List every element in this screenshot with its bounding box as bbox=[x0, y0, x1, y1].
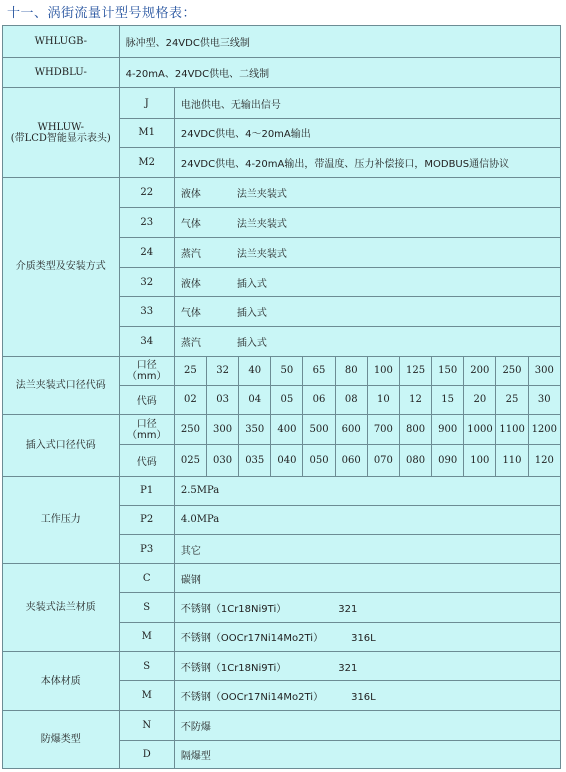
option-desc-cell bbox=[174, 564, 560, 593]
mount-type: 法兰夹装式 bbox=[236, 219, 287, 231]
dn-code-cell: 06 bbox=[303, 385, 335, 414]
option-code-cell: M1 bbox=[119, 118, 174, 147]
material-grade: 316L bbox=[351, 692, 376, 704]
dn-code-cell: 08 bbox=[335, 385, 367, 414]
option-code-cell: D bbox=[119, 740, 174, 768]
option-code-cell: 33 bbox=[119, 297, 174, 327]
option-desc-cell: 不防爆 bbox=[174, 711, 560, 740]
dn-value-cell: 600 bbox=[335, 415, 367, 445]
dn-code-cell: 05 bbox=[271, 385, 303, 414]
explosion-group-label: 防爆类型 bbox=[3, 711, 120, 769]
dn-code-cell: 110 bbox=[496, 445, 528, 476]
option-code-cell: P3 bbox=[119, 535, 174, 564]
dn-code-cell: 090 bbox=[432, 445, 464, 476]
model-code-cell: WHDBLU- bbox=[3, 58, 120, 88]
option-code-cell: S bbox=[119, 593, 174, 622]
dn-value-cell: 1000 bbox=[464, 415, 496, 445]
dn-value-cell: 40 bbox=[239, 356, 271, 385]
material-name: 不锈钢（OOCr17Ni14Mo2Ti） bbox=[180, 692, 324, 704]
spec-row-insert-dn bbox=[3, 415, 561, 445]
dn-value-cell: 25 bbox=[174, 356, 206, 385]
dn-code-cell: 02 bbox=[174, 385, 206, 414]
option-desc-cell bbox=[174, 681, 560, 711]
mount-type: 法兰夹装式 bbox=[236, 248, 287, 260]
option-code-cell: 23 bbox=[119, 208, 174, 237]
flange-diameter-label: 法兰夹装式口径代码 bbox=[3, 356, 120, 414]
dn-code-cell: 080 bbox=[399, 445, 431, 476]
spec-row-flange-material bbox=[3, 564, 561, 593]
model-spec-table bbox=[2, 25, 561, 769]
dn-header-text: 口径 bbox=[136, 418, 157, 430]
insert-diameter-label: 插入式口径代码 bbox=[3, 415, 120, 476]
model-desc-cell: 脉冲型、24VDC供电三线制 bbox=[119, 26, 560, 58]
option-code-cell: M bbox=[119, 622, 174, 651]
dn-value-cell: 700 bbox=[367, 415, 399, 445]
mount-type: 插入式 bbox=[236, 308, 267, 320]
dn-code-cell: 25 bbox=[496, 385, 528, 414]
dn-value-cell: 200 bbox=[464, 356, 496, 385]
spec-row-output-pulse bbox=[3, 26, 561, 58]
code-header-cell: 代码 bbox=[119, 445, 174, 476]
medium-group-label: 介质类型及安装方式 bbox=[3, 178, 120, 356]
dn-code-cell: 120 bbox=[528, 445, 560, 476]
dn-value-cell: 125 bbox=[399, 356, 431, 385]
mount-type: 插入式 bbox=[236, 337, 267, 349]
option-desc-cell bbox=[174, 267, 560, 296]
dn-value-cell: 150 bbox=[432, 356, 464, 385]
option-code-cell: 34 bbox=[119, 327, 174, 356]
dn-value-cell: 350 bbox=[239, 415, 271, 445]
option-code-cell: M2 bbox=[119, 147, 174, 177]
dn-header-text: 口径 bbox=[136, 359, 157, 371]
option-code-cell: P2 bbox=[119, 505, 174, 534]
material-name: 碳钢 bbox=[180, 574, 201, 586]
dn-code-cell: 025 bbox=[174, 445, 206, 476]
option-code-cell: P1 bbox=[119, 476, 174, 505]
dn-value-cell: 1100 bbox=[496, 415, 528, 445]
model-code-cell: WHLUGB- bbox=[3, 26, 120, 58]
dn-code-cell: 15 bbox=[432, 385, 464, 414]
model-desc-cell: 4-20mA、24VDC供电、二线制 bbox=[119, 58, 560, 88]
option-desc-cell: 4.0MPa bbox=[174, 505, 560, 534]
spec-row-lcd bbox=[3, 88, 561, 118]
option-desc-cell bbox=[174, 327, 560, 356]
medium-type: 液体 bbox=[180, 189, 201, 201]
dn-header-cell bbox=[119, 415, 174, 445]
page-heading: 十一、涡街流量计型号规格表： bbox=[7, 6, 197, 21]
dn-value-cell: 50 bbox=[271, 356, 303, 385]
option-desc-cell: 隔爆型 bbox=[174, 740, 560, 768]
option-desc-cell bbox=[174, 297, 560, 327]
spec-row-flange-dn bbox=[3, 356, 561, 385]
dn-code-cell: 035 bbox=[239, 445, 271, 476]
dn-value-cell: 80 bbox=[335, 356, 367, 385]
flange-material-label: 夹装式法兰材质 bbox=[3, 564, 120, 652]
dn-value-cell: 300 bbox=[528, 356, 560, 385]
spec-row-body-material bbox=[3, 651, 561, 680]
dn-code-cell: 100 bbox=[464, 445, 496, 476]
spec-row-medium bbox=[3, 178, 561, 208]
option-desc-cell bbox=[174, 178, 560, 208]
dn-code-cell: 040 bbox=[271, 445, 303, 476]
pressure-group-label: 工作压力 bbox=[3, 476, 120, 564]
option-desc-cell bbox=[174, 208, 560, 237]
medium-type: 气体 bbox=[180, 308, 201, 320]
option-code-cell: J bbox=[119, 88, 174, 118]
option-code-cell: C bbox=[119, 564, 174, 593]
medium-type: 蒸汽 bbox=[180, 337, 201, 349]
option-desc-cell bbox=[174, 651, 560, 680]
option-desc-cell bbox=[174, 237, 560, 267]
spec-row-output-current bbox=[3, 58, 561, 88]
dn-header-unit: （mm） bbox=[126, 429, 167, 441]
dn-code-cell: 030 bbox=[207, 445, 239, 476]
lcd-model-note: (带LCD智能显示表头) bbox=[10, 132, 111, 144]
mount-type: 法兰夹装式 bbox=[236, 189, 287, 201]
option-code-cell: 32 bbox=[119, 267, 174, 296]
dn-value-cell: 800 bbox=[399, 415, 431, 445]
dn-header-cell bbox=[119, 356, 174, 385]
dn-code-cell: 20 bbox=[464, 385, 496, 414]
option-desc-cell: 24VDC供电、4～20mA输出 bbox=[174, 118, 560, 147]
option-desc-cell bbox=[174, 622, 560, 651]
mount-type: 插入式 bbox=[236, 278, 267, 290]
material-name: 不锈钢（1Cr18Ni9Ti） bbox=[180, 604, 287, 616]
dn-value-cell: 900 bbox=[432, 415, 464, 445]
spec-row-pressure bbox=[3, 476, 561, 505]
option-code-cell: 24 bbox=[119, 237, 174, 267]
option-code-cell: 22 bbox=[119, 178, 174, 208]
option-code-cell: S bbox=[119, 651, 174, 680]
medium-type: 气体 bbox=[180, 219, 201, 231]
material-grade: 321 bbox=[338, 662, 358, 674]
option-desc-cell bbox=[174, 593, 560, 622]
option-desc-cell: 24VDC供电、4-20mA输出，带温度、压力补偿接口，MODBUS通信协议 bbox=[174, 147, 560, 177]
dn-code-cell: 070 bbox=[367, 445, 399, 476]
dn-value-cell: 250 bbox=[496, 356, 528, 385]
dn-value-cell: 100 bbox=[367, 356, 399, 385]
dn-value-cell: 300 bbox=[207, 415, 239, 445]
dn-code-cell: 12 bbox=[399, 385, 431, 414]
dn-value-cell: 400 bbox=[271, 415, 303, 445]
dn-value-cell: 32 bbox=[207, 356, 239, 385]
lcd-model-cell bbox=[3, 88, 120, 178]
spec-row-explosion bbox=[3, 711, 561, 740]
code-header-cell: 代码 bbox=[119, 385, 174, 414]
dn-value-cell: 500 bbox=[303, 415, 335, 445]
option-code-cell: N bbox=[119, 711, 174, 740]
dn-code-cell: 060 bbox=[335, 445, 367, 476]
material-name: 不锈钢（1Cr18Ni9Ti） bbox=[180, 662, 287, 674]
dn-code-cell: 30 bbox=[528, 385, 560, 414]
dn-value-cell: 65 bbox=[303, 356, 335, 385]
medium-type: 液体 bbox=[180, 278, 201, 290]
material-name: 不锈钢（OOCr17Ni14Mo2Ti） bbox=[180, 633, 324, 645]
dn-code-cell: 03 bbox=[207, 385, 239, 414]
option-code-cell: M bbox=[119, 681, 174, 711]
dn-code-cell: 10 bbox=[367, 385, 399, 414]
option-desc-cell: 其它 bbox=[174, 535, 560, 564]
dn-code-cell: 050 bbox=[303, 445, 335, 476]
body-material-label: 本体材质 bbox=[3, 651, 120, 710]
material-grade: 316L bbox=[351, 633, 376, 645]
option-desc-cell: 电池供电、无输出信号 bbox=[174, 88, 560, 118]
option-desc-cell: 2.5MPa bbox=[174, 476, 560, 505]
dn-header-unit: （mm） bbox=[126, 370, 167, 382]
dn-code-cell: 04 bbox=[239, 385, 271, 414]
dn-value-cell: 1200 bbox=[528, 415, 560, 445]
medium-type: 蒸汽 bbox=[180, 248, 201, 260]
lcd-model-code: WHLUW- bbox=[37, 121, 85, 133]
material-grade: 321 bbox=[338, 604, 358, 616]
dn-value-cell: 250 bbox=[174, 415, 206, 445]
